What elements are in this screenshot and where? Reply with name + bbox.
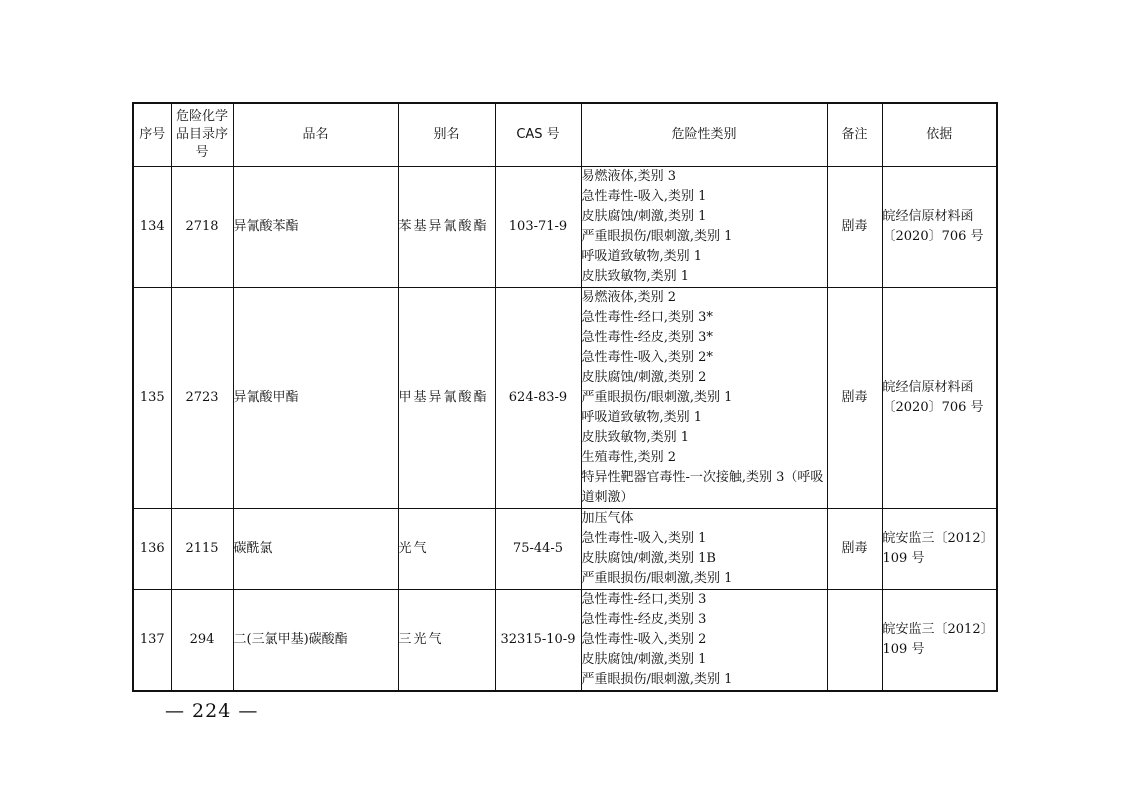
table-row (133, 509, 997, 590)
cell-seq: 136 (133, 509, 171, 590)
cell-basis: 皖经信原材料函〔2020〕706 号 (882, 288, 997, 509)
cell-remark (827, 590, 882, 692)
cell-alias: 光气 (398, 509, 495, 590)
hazard-class-item: 皮肤致敏物,类别 1 (581, 269, 690, 284)
cell-seq: 134 (133, 167, 171, 288)
cell-alias: 苯基异氰酸酯 (398, 167, 495, 288)
hazard-class-item: 严重眼损伤/眼刺激,类别 1 (581, 390, 733, 405)
hazard-class-item: 特异性靶器官毒性-一次接触,类别 3（呼吸道刺激） (581, 470, 824, 505)
cell-basis: 皖经信原材料函〔2020〕706 号 (882, 167, 997, 288)
header-row (133, 103, 997, 167)
cell-remark: 剧毒 (827, 167, 882, 288)
header-remark: 备注 (827, 103, 882, 167)
cell-cas: 103-71-9 (495, 167, 581, 288)
cell-remark: 剧毒 (827, 288, 882, 509)
cell-catalog-no: 294 (171, 590, 233, 692)
cell-name: 二(三氯甲基)碳酸酯 (233, 590, 398, 692)
hazard-class-item: 严重眼损伤/眼刺激,类别 1 (581, 229, 733, 244)
hazard-class-item: 严重眼损伤/眼刺激,类别 1 (581, 672, 733, 687)
cell-seq: 135 (133, 288, 171, 509)
hazard-class-item: 皮肤腐蚀/刺激,类别 1 (581, 209, 707, 224)
cell-alias: 甲基异氰酸酯 (398, 288, 495, 509)
hazard-class-item: 皮肤致敏物,类别 1 (581, 430, 690, 445)
hazard-class-item: 急性毒性-吸入,类别 1 (581, 531, 707, 546)
hazard-class-item: 易燃液体,类别 2 (581, 290, 677, 305)
hazard-class-item: 急性毒性-经口,类别 3* (581, 310, 713, 325)
header-hazard: 危险性类别 (581, 103, 827, 167)
cell-alias: 三光气 (398, 590, 495, 692)
cell-hazard-classes (581, 590, 827, 692)
cell-catalog-no: 2115 (171, 509, 233, 590)
hazard-class-item: 呼吸道致敏物,类别 1 (581, 249, 703, 264)
cell-name: 异氰酸甲酯 (233, 288, 398, 509)
cell-catalog-no: 2718 (171, 167, 233, 288)
cell-hazard-classes (581, 288, 827, 509)
hazard-class-item: 呼吸道致敏物,类别 1 (581, 410, 703, 425)
hazard-class-item: 急性毒性-经口,类别 3 (581, 592, 707, 607)
cell-name: 异氰酸苯酯 (233, 167, 398, 288)
page-number: — 224 — (165, 700, 259, 722)
header-catalog-no: 危险化学品目录序号 (171, 103, 233, 167)
hazard-class-item: 急性毒性-吸入,类别 1 (581, 189, 707, 204)
cell-seq: 137 (133, 590, 171, 692)
hazardous-chemicals-table (132, 102, 998, 692)
cell-name: 碳酰氯 (233, 509, 398, 590)
hazard-class-item: 急性毒性-吸入,类别 2 (581, 632, 707, 647)
header-alias: 别名 (398, 103, 495, 167)
hazard-class-item: 加压气体 (581, 511, 634, 526)
hazard-class-item: 生殖毒性,类别 2 (581, 450, 677, 465)
hazard-class-item: 皮肤腐蚀/刺激,类别 2 (581, 370, 707, 385)
cell-remark: 剧毒 (827, 509, 882, 590)
cell-cas: 75-44-5 (495, 509, 581, 590)
header-name: 品名 (233, 103, 398, 167)
header-cas: CAS 号 (495, 103, 581, 167)
header-basis: 依据 (882, 103, 997, 167)
cell-basis: 皖安监三〔2012〕109 号 (882, 509, 997, 590)
hazard-class-item: 急性毒性-经皮,类别 3* (581, 330, 713, 345)
cell-cas: 624-83-9 (495, 288, 581, 509)
hazard-class-item: 皮肤腐蚀/刺激,类别 1B (581, 551, 716, 566)
hazard-class-item: 易燃液体,类别 3 (581, 169, 677, 184)
cell-hazard-classes (581, 167, 827, 288)
hazard-class-item: 皮肤腐蚀/刺激,类别 1 (581, 652, 707, 667)
table-row (133, 288, 997, 509)
hazard-class-item: 严重眼损伤/眼刺激,类别 1 (581, 571, 733, 586)
table-row (133, 590, 997, 692)
cell-hazard-classes (581, 509, 827, 590)
table-row (133, 167, 997, 288)
hazard-class-item: 急性毒性-吸入,类别 2* (581, 350, 713, 365)
cell-catalog-no: 2723 (171, 288, 233, 509)
cell-basis: 皖安监三〔2012〕109 号 (882, 590, 997, 692)
hazard-class-item: 急性毒性-经皮,类别 3 (581, 612, 707, 627)
header-seq: 序号 (133, 103, 171, 167)
table-body (133, 167, 997, 692)
cell-cas: 32315-10-9 (495, 590, 581, 692)
